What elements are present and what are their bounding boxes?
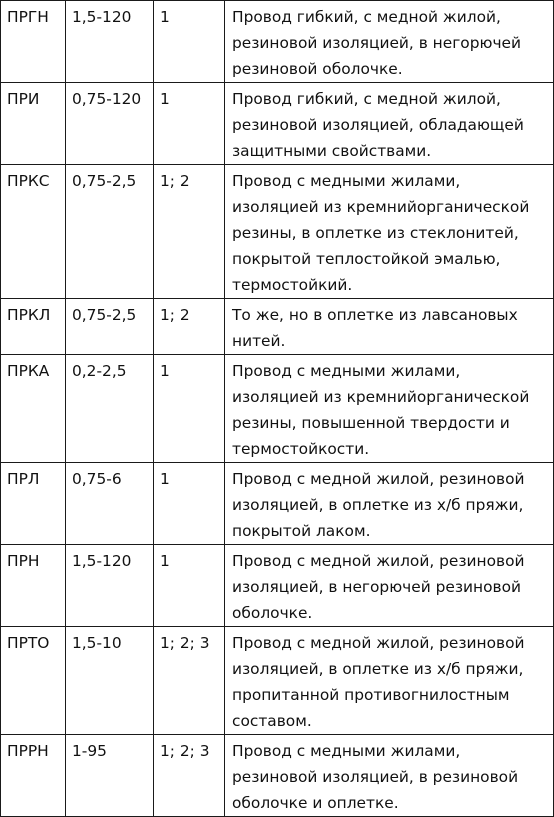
voltage-class-cell: 1 (154, 545, 225, 627)
wire-mark-cell: ПРРН (1, 735, 66, 817)
wire-mark-cell: ПРКС (1, 165, 66, 299)
description-cell: То же, но в оплетке из лавсановых нитей. (225, 299, 554, 355)
voltage-class-cell: 1; 2 (154, 165, 225, 299)
cross-section-cell: 0,75-2,5 (66, 165, 154, 299)
description-cell: Провод с медной жилой, резиновой изоляцией, в оплетке из х/б пряжи, пропитанной противогнилостным составом. (225, 627, 554, 735)
table-row (1, 165, 554, 299)
cross-section-cell: 1,5-10 (66, 627, 154, 735)
description-cell: Провод с медными жилами, резиновой изоляцией, в резиновой оболочке и оплетке. (225, 735, 554, 817)
cross-section-cell: 1,5-120 (66, 545, 154, 627)
description-cell: Провод гибкий, с медной жилой, резиновой изоляцией, обладающей защитными свойствами. (225, 83, 554, 165)
voltage-class-cell: 1; 2; 3 (154, 735, 225, 817)
table-row (1, 735, 554, 817)
cross-section-cell: 0,75-6 (66, 463, 154, 545)
table-row (1, 299, 554, 355)
description-cell: Провод с медными жилами, изоляцией из кремнийорганической резины, повышенной твердости и термостойкости. (225, 355, 554, 463)
wire-mark-cell: ПРКЛ (1, 299, 66, 355)
wire-mark-cell: ПРН (1, 545, 66, 627)
voltage-class-cell: 1; 2; 3 (154, 627, 225, 735)
cross-section-cell: 1-95 (66, 735, 154, 817)
table-row (1, 545, 554, 627)
wire-mark-cell: ПРГН (1, 1, 66, 83)
voltage-class-cell: 1 (154, 463, 225, 545)
cross-section-cell: 0,75-2,5 (66, 299, 154, 355)
voltage-class-cell: 1 (154, 83, 225, 165)
voltage-class-cell: 1; 2 (154, 299, 225, 355)
description-cell: Провод с медной жилой, резиновой изоляцией, в негорючей резиновой оболочке. (225, 545, 554, 627)
table-row (1, 463, 554, 545)
table-row (1, 627, 554, 735)
wire-mark-cell: ПРЛ (1, 463, 66, 545)
table-row (1, 355, 554, 463)
wire-mark-cell: ПРТО (1, 627, 66, 735)
cross-section-cell: 1,5-120 (66, 1, 154, 83)
table-body (1, 1, 554, 817)
cross-section-cell: 0,75-120 (66, 83, 154, 165)
description-cell: Провод с медной жилой, резиновой изоляцией, в оплетке из х/б пряжи, покрытой лаком. (225, 463, 554, 545)
cross-section-cell: 0,2-2,5 (66, 355, 154, 463)
table-row (1, 1, 554, 83)
table-row (1, 83, 554, 165)
description-cell: Провод гибкий, с медной жилой, резиновой изоляцией, в негорючей резиновой оболочке. (225, 1, 554, 83)
voltage-class-cell: 1 (154, 1, 225, 83)
wire-mark-cell: ПРКА (1, 355, 66, 463)
voltage-class-cell: 1 (154, 355, 225, 463)
description-cell: Провод с медными жилами, изоляцией из кремнийорганической резины, в оплетке из стеклонитей, покрытой теплостойкой эмалью, термостойкий. (225, 165, 554, 299)
wire-mark-cell: ПРИ (1, 83, 66, 165)
